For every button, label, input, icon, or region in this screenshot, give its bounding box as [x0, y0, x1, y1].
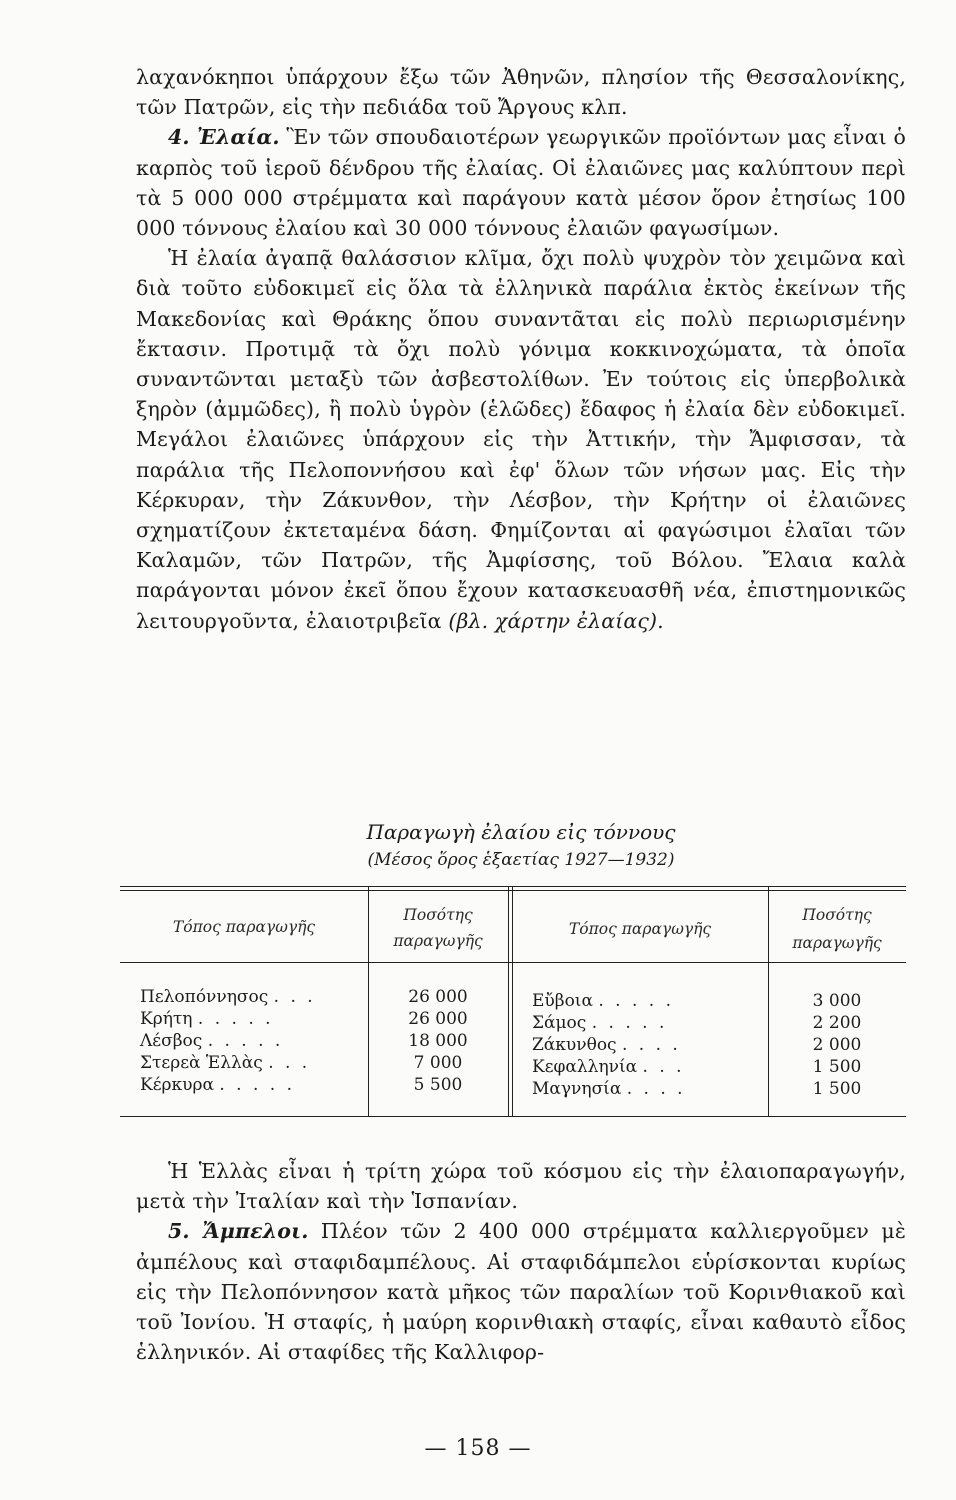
header-qty-left-1: Ποσότης	[403, 906, 473, 924]
quantity-value: 2 000	[812, 1035, 862, 1055]
olive-production-table	[120, 886, 906, 1118]
table-row	[140, 1030, 283, 1052]
place-name: Εὔβοια	[532, 991, 593, 1011]
section-heading-olive: 4. Ἐλαία.	[168, 125, 280, 150]
paragraph-5-text: Πλέον τῶν 2 400 000 στρέμματα καλλιεργοῦμεν μὲ ἀμπέλους καὶ σταφιδαμπέλους. Αἱ σταφιδάμπελοι εὑρίσκονται κυρίως εἰς τὴν Πελοπόννησον κατὰ μῆκος τῶν παραλίων τοῦ Κορινθιακοῦ καὶ τοῦ Ἰονίου. Ἡ σταφίς, ἡ μαύρη κορινθιακὴ σταφίς, εἶναι καθαυτὸ εἶδος ἑλληνικόν. Αἱ σταφίδες τῆς Καλλιφορ-	[136, 1219, 906, 1365]
place-name: Κρήτη	[140, 1009, 193, 1029]
place-name: Λέσβος	[140, 1031, 203, 1051]
leader-dots: . . . . .	[591, 1013, 668, 1033]
leader-dots: . . .	[642, 1057, 685, 1077]
table-title: Παραγωγὴ ἐλαίου εἰς τόννους	[366, 820, 676, 844]
leader-dots: . . . .	[626, 1079, 686, 1099]
leader-dots: . . . . .	[197, 1009, 274, 1029]
paragraph-2-text: Ἓν τῶν σπουδαιοτέρων γεωργικῶν προϊόντων μας εἶναι ὁ καρπὸς τοῦ ἱεροῦ δένδρου τῆς ἐλαίας. Οἱ ἐλαιῶνες μας καλύπτουν περὶ τὰ 5 000 000 στρέμματα καὶ παράγουν κατὰ μέσον ὅρον ἐτησίως 100 000 τόννους ἐλαίου καὶ 30 000 τόννους ἐλαιῶν φαγωσίμων.	[136, 125, 906, 241]
leader-dots: . . . . .	[598, 991, 674, 1011]
paragraph-3-text: Ἡ ἐλαία ἀγαπᾷ θαλάσσιον κλῖμα, ὄχι πολὺ ψυχρὸν τὸν χειμῶνα καὶ διὰ τοῦτο εὐδοκιμεῖ εἰς ὅλα τὰ ἑλληνικὰ παράλια ἐκτὸς ἐκείνων τῆς Μακεδονίας καὶ Θράκης ὅπου συναντᾶται εἰς πολὺ περιωρισμένην ἔκτασιν. Προτιμᾷ τὰ ὄχι πολὺ γόνιμα κοκκινοχώματα, τὰ ὁποῖα συναντῶνται μεταξὺ τῶν ἀσβεστολίθων. Ἐν τούτοις εἰς ὑπερβολικὰ ξηρὸν (ἀμμῶδες), ἢ πολὺ ὑγρὸν (ἑλῶδες) ἔδαφος ἡ ἐλαία δὲν εὐδοκιμεῖ. Μεγάλοι ἐλαιῶνες ὑπάρχουν εἰς τὴν Ἀττικήν, τὴν Ἄμφισσαν, τὰ παράλια τῆς Πελοποννήσου καὶ ἐφ' ὅλων τῶν νήσων μας. Εἰς τὴν Κέρκυραν, τὴν Ζάκυνθον, τὴν Λέσβον, τὴν Κρήτην οἱ ἐλαιῶνες σχηματίζουν ἐκτεταμένα δάση. Φημίζονται αἱ φαγώσιμοι ἐλαῖαι τῶν Καλαμῶν, τῶν Πατρῶν, τῆς Ἀμφίσσης, τοῦ Βόλου. Ἔλαια καλὰ παράγονται μόνον ἐκεῖ ὅπου ἔχουν κατασκευασθῆ νέα, ἐπιστημονικῶς λειτουργοῦντα, ἐλαιοτριβεῖα	[136, 246, 906, 633]
place-name: Σάμος	[532, 1013, 587, 1033]
quantity-value: 1 500	[812, 1079, 862, 1099]
header-qty-right-1: Ποσότης	[802, 906, 872, 924]
place-name: Στερεὰ Ἑλλὰς	[140, 1053, 263, 1073]
paragraph-3	[136, 243, 906, 636]
paragraph-2-olive	[136, 122, 906, 243]
quantity-value: 3 000	[812, 991, 862, 1011]
quantity-value: 1 500	[812, 1057, 862, 1077]
quantity-value: 2 200	[812, 1013, 862, 1033]
leader-dots: . . .	[268, 1053, 311, 1073]
header-qty-left-2: παραγωγῆς	[393, 932, 483, 950]
table-rule-bottom	[120, 1116, 906, 1117]
place-name: Κέρκυρα	[140, 1075, 214, 1095]
table-row	[532, 990, 674, 1012]
table-rule-top	[120, 886, 906, 887]
place-name: Μαγνησία	[532, 1079, 622, 1099]
header-place-right: Τόπος παραγωγῆς	[568, 920, 712, 938]
leader-dots: . . . .	[621, 1035, 681, 1055]
table-row	[140, 1008, 274, 1030]
table-row	[532, 1078, 686, 1100]
quantity-value: 5 500	[413, 1075, 463, 1095]
paragraph-1	[136, 62, 906, 122]
leader-dots: . . .	[273, 987, 316, 1007]
leader-dots: . . . . .	[219, 1075, 295, 1095]
table-rule-header	[120, 962, 906, 963]
paragraph-1-text: λαχανόκηποι ὑπάρχουν ἔξω τῶν Ἀθηνῶν, πλησίον τῆς Θεσσαλονίκης, τῶν Πατρῶν, εἰς τὴν πεδιάδα τοῦ Ἄργους κλπ.	[136, 65, 906, 120]
table-row	[140, 1052, 310, 1074]
leader-dots: . . . . .	[207, 1031, 284, 1051]
table-row	[140, 1074, 295, 1096]
quantity-value: 26 000	[408, 987, 468, 1007]
quantity-value: 18 000	[408, 1031, 468, 1051]
body-text-bottom	[136, 1156, 906, 1367]
place-name: Ζάκυνθος	[532, 1035, 617, 1055]
table-row	[140, 986, 316, 1008]
page-number: — 158 —	[424, 1436, 532, 1461]
paragraph-5-vines	[136, 1216, 906, 1367]
table-row	[532, 1056, 685, 1078]
table-rule-top-double	[120, 890, 906, 891]
table-subtitle: (Μέσος ὅρος ἑξαετίας 1927—1932)	[367, 850, 675, 870]
place-name: Κεφαλληνία	[532, 1057, 638, 1077]
section-heading-vines: 5. Ἄμπελοι.	[168, 1219, 309, 1244]
map-reference: (βλ. χάρτην ἐλαίας).	[448, 608, 664, 633]
table-row	[532, 1034, 681, 1056]
body-text-top	[136, 62, 906, 636]
place-name: Πελοπόννησος	[140, 987, 269, 1007]
header-place-left: Τόπος παραγωγῆς	[172, 918, 316, 936]
table-row	[532, 1012, 667, 1034]
paragraph-4	[136, 1156, 906, 1216]
paragraph-4-text: Ἡ Ἑλλὰς εἶναι ἡ τρίτη χώρα τοῦ κόσμου εἰς τὴν ἐλαιοπαραγωγήν, μετὰ τὴν Ἰταλίαν καὶ τὴν Ἱσπανίαν.	[136, 1159, 906, 1214]
table-col-divider-2	[508, 886, 509, 1116]
header-qty-right-2: παραγωγῆς	[792, 934, 882, 952]
quantity-value: 7 000	[413, 1053, 463, 1073]
quantity-value: 26 000	[408, 1009, 468, 1029]
